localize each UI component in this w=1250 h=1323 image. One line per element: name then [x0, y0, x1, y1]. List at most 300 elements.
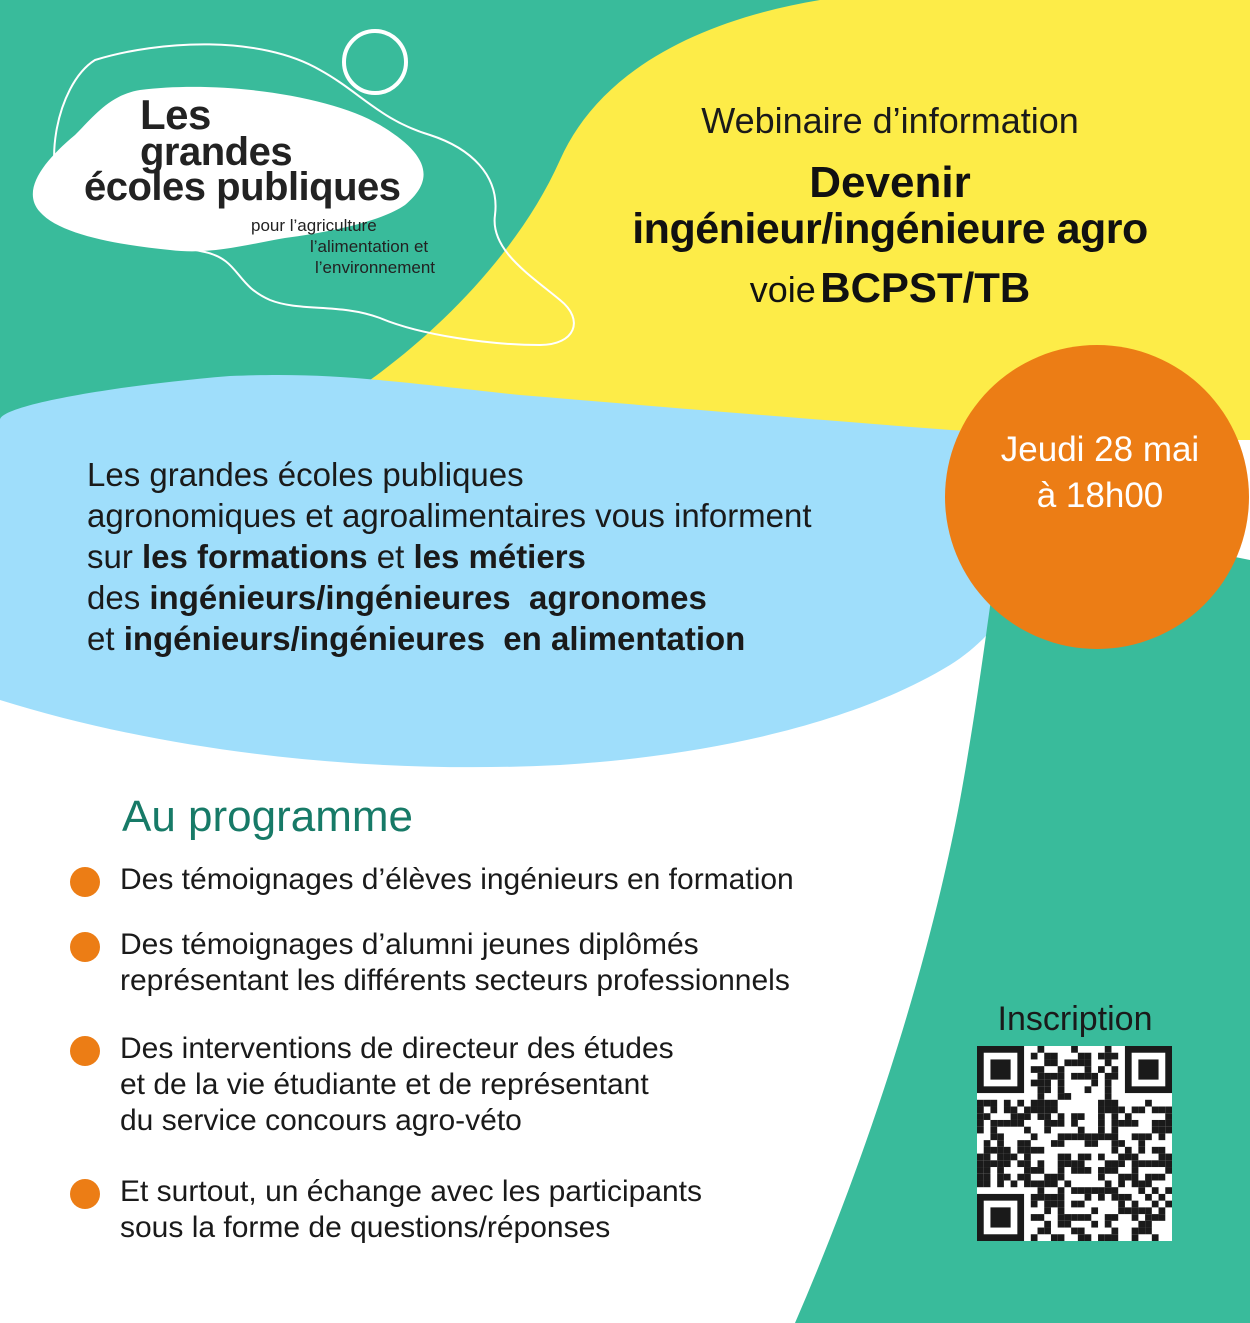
qr-module [984, 1167, 991, 1174]
qr-module [1091, 1073, 1098, 1080]
intro-line-4-b: ingénieurs/ingénieures agronomes [149, 579, 707, 616]
qr-module [1159, 1133, 1166, 1140]
qr-module [1091, 1080, 1098, 1087]
bullet-icon [70, 932, 100, 962]
qr-module [1011, 1113, 1018, 1120]
qr-module [1024, 1127, 1031, 1134]
qr-module [1105, 1046, 1112, 1053]
qr-module [984, 1100, 991, 1107]
qr-module [1152, 1160, 1159, 1167]
qr-module [1118, 1154, 1125, 1161]
qr-module [1132, 1234, 1139, 1241]
qr-module [997, 1133, 1004, 1140]
qr-module [1031, 1100, 1038, 1107]
qr-module [1125, 1120, 1132, 1127]
intro-line-4 [87, 577, 812, 618]
qr-module [1111, 1214, 1118, 1221]
qr-module [1058, 1066, 1065, 1073]
qr-module [1145, 1194, 1152, 1201]
qr-module [1132, 1201, 1139, 1208]
header-kicker: Webinaire d’information [701, 100, 1079, 141]
qr-module [977, 1154, 984, 1161]
qr-module [1105, 1093, 1112, 1100]
qr-module [1111, 1100, 1118, 1107]
intro-block [87, 454, 812, 659]
qr-module [1105, 1187, 1112, 1194]
qr-module [1091, 1140, 1098, 1147]
qr-module [1044, 1120, 1051, 1127]
qr-module [1098, 1167, 1105, 1174]
qr-module [1051, 1120, 1058, 1127]
qr-module [1078, 1073, 1085, 1080]
qr-module [1071, 1120, 1078, 1127]
qr-module [1145, 1180, 1152, 1187]
qr-module [1017, 1100, 1024, 1107]
qr-module [1071, 1046, 1078, 1053]
qr-module [1091, 1133, 1098, 1140]
programme-item-2-text [120, 927, 790, 999]
qr-module [1078, 1234, 1085, 1241]
bullet-icon [70, 1036, 100, 1066]
qr-module [1152, 1187, 1159, 1194]
qr-module [1071, 1133, 1078, 1140]
qr-module [1111, 1147, 1118, 1154]
qr-module [1017, 1147, 1024, 1154]
qr-module [1024, 1107, 1031, 1114]
qr-module [1138, 1160, 1145, 1167]
qr-module [977, 1113, 984, 1120]
qr-module [1011, 1154, 1018, 1161]
qr-module [1132, 1154, 1139, 1161]
qr-module [1152, 1174, 1159, 1181]
qr-module [1111, 1187, 1118, 1194]
qr-module [1044, 1113, 1051, 1120]
qr-module [1044, 1080, 1051, 1087]
qr-module [1091, 1187, 1098, 1194]
qr-module [1071, 1228, 1078, 1235]
qr-module [1098, 1154, 1105, 1161]
qr-module [1031, 1133, 1038, 1140]
qr-module [1118, 1207, 1125, 1214]
qr-module [1125, 1113, 1132, 1120]
qr-module [1091, 1221, 1098, 1228]
qr-module [1159, 1194, 1166, 1201]
qr-module [1031, 1066, 1038, 1073]
qr-module [1058, 1187, 1065, 1194]
qr-module [1038, 1167, 1045, 1174]
qr-module [1031, 1214, 1038, 1221]
qr-module [1145, 1214, 1152, 1221]
qr-module [1024, 1154, 1031, 1161]
qr-module [1078, 1214, 1085, 1221]
qr-module [1165, 1187, 1172, 1194]
qr-module [1098, 1053, 1105, 1060]
qr-module [1085, 1059, 1092, 1066]
qr-module [984, 1160, 991, 1167]
qr-module [1111, 1053, 1118, 1060]
qr-module [1118, 1180, 1125, 1187]
qr-module [1125, 1174, 1132, 1181]
qr-module [1004, 1100, 1011, 1107]
qr-module [997, 1140, 1004, 1147]
intro-line-4-a: des [87, 579, 141, 616]
qr-module [1111, 1140, 1118, 1147]
qr-module [1118, 1160, 1125, 1167]
qr-module [1071, 1073, 1078, 1080]
qr-module [1058, 1086, 1065, 1093]
qr-module [1118, 1174, 1125, 1181]
qr-module [1111, 1228, 1118, 1235]
qr-module [1111, 1133, 1118, 1140]
qr-module [1098, 1133, 1105, 1140]
qr-module [1118, 1120, 1125, 1127]
qr-module [990, 1120, 997, 1127]
qr-module [1125, 1207, 1132, 1214]
qr-module [1058, 1080, 1065, 1087]
intro-line-3-a: sur [87, 538, 133, 575]
qr-module [1111, 1160, 1118, 1167]
qr-module [997, 1120, 1004, 1127]
qr-module [1105, 1100, 1112, 1107]
qr-module [1038, 1066, 1045, 1073]
intro-line-5 [87, 618, 812, 659]
logo-subtitle-3: l’environnement [315, 258, 436, 277]
qr-module [1078, 1187, 1085, 1194]
header-title-line2: ingénieur/ingénieure agro [632, 205, 1148, 253]
qr-module [1038, 1100, 1045, 1107]
qr-module [1085, 1073, 1092, 1080]
intro-line-2: agronomiques et agroalimentaires vous informent [87, 497, 812, 534]
qr-module [1138, 1059, 1158, 1079]
qr-module [1051, 1073, 1058, 1080]
qr-module [1105, 1053, 1112, 1060]
qr-module [1105, 1086, 1112, 1093]
programme-item-2-line-2: représentant les différents secteurs professionnels [120, 964, 790, 997]
qr-module [1038, 1214, 1045, 1221]
qr-module [1165, 1160, 1172, 1167]
qr-module [1111, 1107, 1118, 1114]
qr-module [1159, 1160, 1166, 1167]
qr-module [1051, 1053, 1058, 1060]
qr-module [997, 1147, 1004, 1154]
intro-line-3 [87, 536, 812, 577]
qr-module [1085, 1214, 1092, 1221]
qr-module [1098, 1127, 1105, 1134]
qr-module [1098, 1234, 1105, 1241]
qr-module [1165, 1201, 1172, 1208]
qr-module [1038, 1046, 1045, 1053]
intro-line-3-b: les formations [142, 538, 368, 575]
qr-module [1132, 1167, 1139, 1174]
qr-module [990, 1207, 1010, 1227]
qr-module [984, 1180, 991, 1187]
qr-module [1098, 1120, 1105, 1127]
qr-module [1145, 1160, 1152, 1167]
qr-module [1111, 1066, 1118, 1073]
qr-module [1024, 1174, 1031, 1181]
qr-module [1038, 1160, 1045, 1167]
qr-module [1145, 1228, 1152, 1235]
qr-module [1138, 1180, 1145, 1187]
qr-module [1152, 1107, 1159, 1114]
qr-module [1017, 1120, 1024, 1127]
qr-module [1038, 1187, 1045, 1194]
qr-module [1064, 1180, 1071, 1187]
qr-module [1038, 1073, 1045, 1080]
qr-module [1038, 1107, 1045, 1114]
qr-module [1132, 1180, 1139, 1187]
programme-item-3-text [120, 1031, 674, 1139]
qr-module [1098, 1174, 1105, 1181]
qr-module [1111, 1113, 1118, 1120]
qr-module [1044, 1228, 1051, 1235]
qr-module [1152, 1234, 1159, 1241]
qr-module [1165, 1107, 1172, 1114]
qr-module [1105, 1167, 1112, 1174]
qr-module [1159, 1207, 1166, 1214]
qr-module [1044, 1207, 1051, 1214]
qr-module [1044, 1107, 1051, 1114]
qr-module [1138, 1140, 1145, 1147]
header-title-line1: Devenir [809, 158, 971, 207]
qr-module [1105, 1133, 1112, 1140]
qr-module [1038, 1147, 1045, 1154]
qr-module [1132, 1174, 1139, 1181]
bullet-icon [70, 867, 100, 897]
qr-module [977, 1127, 984, 1134]
qr-module [1105, 1234, 1112, 1241]
qr-module [1031, 1180, 1038, 1187]
qr-module [1064, 1059, 1071, 1066]
qr-module [1132, 1107, 1139, 1114]
programme-item-3-line-3: du service concours agro-véto [120, 1104, 522, 1137]
qr-module [1159, 1147, 1166, 1154]
qr-module [1098, 1187, 1105, 1194]
qr-module [1004, 1160, 1011, 1167]
qr-module [977, 1167, 984, 1174]
qr-module [977, 1100, 984, 1107]
qr-module [1011, 1107, 1018, 1114]
qr-module [1058, 1234, 1065, 1241]
qr-module [1071, 1160, 1078, 1167]
qr-module [977, 1174, 984, 1181]
qr-module [1159, 1107, 1166, 1114]
qr-module [1078, 1160, 1085, 1167]
qr-module [1105, 1180, 1112, 1187]
qr-module [1058, 1174, 1065, 1181]
qr-module [1078, 1154, 1085, 1161]
qr-module [1051, 1174, 1058, 1181]
qr-module [990, 1133, 997, 1140]
qr-module [1098, 1194, 1105, 1201]
qr-module [1085, 1053, 1092, 1060]
qr-module [1159, 1154, 1166, 1161]
qr-module [1071, 1201, 1078, 1208]
qr-module [1085, 1086, 1092, 1093]
qr-module [1011, 1180, 1018, 1187]
qr-module [1132, 1228, 1139, 1235]
qr-module [1111, 1167, 1118, 1174]
qr-module [1038, 1228, 1045, 1235]
qr-module [990, 1107, 997, 1114]
qr-module [1031, 1080, 1038, 1087]
qr-module [1017, 1160, 1024, 1167]
qr-module [1152, 1127, 1159, 1134]
qr-module [1004, 1154, 1011, 1161]
qr-module [1165, 1154, 1172, 1161]
qr-module [1051, 1100, 1058, 1107]
qr-module [1064, 1133, 1071, 1140]
qr-module [1118, 1140, 1125, 1147]
qr-module [1044, 1194, 1051, 1201]
qr-module [1064, 1093, 1071, 1100]
qr-module [1044, 1086, 1051, 1093]
qr-module [1031, 1167, 1038, 1174]
qr-module [1064, 1221, 1071, 1228]
qr-module [1031, 1147, 1038, 1154]
qr-module [997, 1167, 1004, 1174]
qr-module [1125, 1154, 1132, 1161]
qr-module [1132, 1133, 1139, 1140]
qr-module [990, 1160, 997, 1167]
logo-line-3: écoles publiques [84, 165, 401, 209]
qr-module [1051, 1234, 1058, 1241]
qr-module [1125, 1147, 1132, 1154]
qr-module [1138, 1147, 1145, 1154]
qr-module [1111, 1194, 1118, 1201]
qr-module [1078, 1228, 1085, 1235]
logo-subtitle-2: l’alimentation et [310, 237, 429, 256]
registration-label: Inscription [997, 1000, 1153, 1038]
qr-module [990, 1100, 997, 1107]
qr-module [1132, 1160, 1139, 1167]
qr-module [1078, 1133, 1085, 1140]
qr-module [977, 1180, 984, 1187]
qr-module [1051, 1180, 1058, 1187]
programme-item-1-line-1: Des témoignages d’élèves ingénieurs en formation [120, 863, 794, 896]
qr-module [1017, 1174, 1024, 1181]
qr-code-icon[interactable] [977, 1046, 1172, 1241]
header-title-line3 [560, 264, 1220, 312]
qr-module [977, 1120, 984, 1127]
qr-module [997, 1174, 1004, 1181]
qr-module [1078, 1201, 1085, 1208]
qr-module [1017, 1140, 1024, 1147]
qr-module [1058, 1221, 1065, 1228]
qr-module [1145, 1221, 1152, 1228]
qr-module [984, 1140, 991, 1147]
logo-subtitle-1: pour l’agriculture [251, 216, 377, 235]
qr-module [1159, 1214, 1166, 1221]
qr-module [1152, 1214, 1159, 1221]
qr-module [1078, 1113, 1085, 1120]
intro-line-3-d: les métiers [413, 538, 586, 575]
qr-module [1024, 1113, 1031, 1120]
qr-module [1058, 1194, 1065, 1201]
qr-module [997, 1180, 1004, 1187]
qr-module [1132, 1214, 1139, 1221]
qr-module [1051, 1107, 1058, 1114]
qr-module [1058, 1140, 1065, 1147]
qr-module [1138, 1133, 1145, 1140]
qr-module [1138, 1207, 1145, 1214]
qr-module [1038, 1180, 1045, 1187]
qr-module [1071, 1113, 1078, 1120]
qr-module [1085, 1154, 1092, 1161]
qr-module [1038, 1093, 1045, 1100]
logo-line-2: grandes [140, 130, 293, 174]
date-badge-line1: Jeudi 28 mai [1000, 430, 1200, 469]
qr-module [984, 1154, 991, 1161]
qr-module [1098, 1100, 1105, 1107]
qr-module [1031, 1201, 1038, 1208]
qr-module [1118, 1107, 1125, 1114]
qr-module [1031, 1107, 1038, 1114]
qr-module [1118, 1201, 1125, 1208]
qr-module [1058, 1214, 1065, 1221]
qr-module [1004, 1174, 1011, 1181]
programme-item-4-text [120, 1174, 702, 1246]
header-title-prefix: voie [749, 269, 816, 310]
programme-item-2-line-1: Des témoignages d’alumni jeunes diplômés [120, 928, 699, 961]
programme-item-3-line-2: et de la vie étudiante et de représentant [120, 1068, 649, 1101]
qr-module [1071, 1059, 1078, 1066]
qr-module [1031, 1234, 1038, 1241]
qr-module [1145, 1133, 1152, 1140]
qr-module [1159, 1127, 1166, 1134]
qr-module [997, 1154, 1004, 1161]
qr-module [990, 1127, 997, 1134]
qr-module [1152, 1201, 1159, 1208]
qr-module [1038, 1113, 1045, 1120]
qr-module [1085, 1066, 1092, 1073]
qr-module [1064, 1154, 1071, 1161]
qr-module [1138, 1107, 1145, 1114]
intro-line-5-a: et [87, 620, 115, 657]
qr-module [1024, 1147, 1031, 1154]
intro-line-3-c: et [376, 538, 405, 575]
qr-module [1105, 1073, 1112, 1080]
qr-module [1085, 1194, 1092, 1201]
qr-module [1152, 1147, 1159, 1154]
qr-module [1159, 1174, 1166, 1181]
qr-module [1044, 1221, 1051, 1228]
qr-module [1071, 1187, 1078, 1194]
qr-module [1064, 1160, 1071, 1167]
qr-module [1085, 1133, 1092, 1140]
qr-module [1024, 1180, 1031, 1187]
qr-module [1145, 1100, 1152, 1107]
qr-module [1038, 1080, 1045, 1087]
qr-module [984, 1147, 991, 1154]
qr-module [1105, 1221, 1112, 1228]
qr-module [1105, 1059, 1112, 1066]
qr-module [1004, 1147, 1011, 1154]
qr-module [1051, 1140, 1058, 1147]
qr-module [1165, 1167, 1172, 1174]
qr-module [1071, 1167, 1078, 1174]
qr-module [1044, 1201, 1051, 1208]
qr-module [1105, 1214, 1112, 1221]
qr-module [1058, 1113, 1065, 1120]
qr-module [984, 1174, 991, 1181]
qr-module [1058, 1167, 1065, 1174]
qr-module [1125, 1194, 1132, 1201]
qr-module [1085, 1234, 1092, 1241]
qr-module [1044, 1100, 1051, 1107]
qr-module [1098, 1107, 1105, 1114]
date-badge-line2: à 18h00 [1036, 476, 1164, 515]
